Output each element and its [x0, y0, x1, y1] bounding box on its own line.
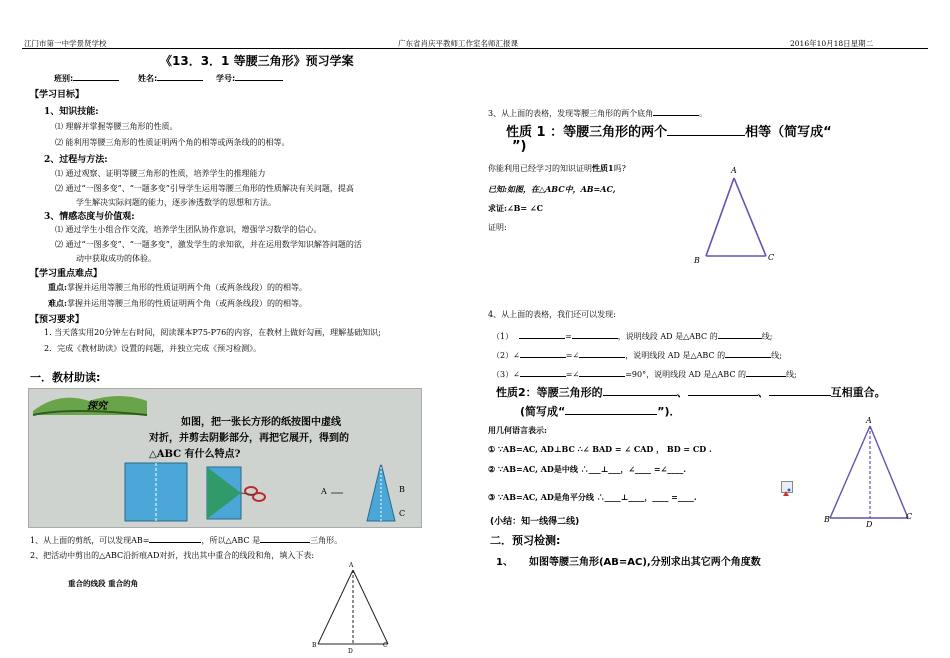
- prop2-part-b: 互相重合。: [830, 386, 886, 399]
- prop2-sep-1: 、: [676, 386, 688, 399]
- ask-text: 你能利用已经学习的知识证明: [488, 164, 592, 173]
- known: 已知:如图，在△ABC中，AB=AC,: [488, 184, 616, 194]
- emotion-heading: 3、情感态度与价值观:: [44, 212, 135, 222]
- hard-point: [48, 298, 307, 309]
- figure-label-a: A: [321, 487, 327, 496]
- proof: 证明:: [488, 223, 507, 232]
- process-2a: ⑵ 通过“一图多变”、“一题多变”引导学生运用等腰三角形的性质解决有关问题，提高: [55, 184, 354, 193]
- focus-heading: 【学习重点难点】: [30, 269, 103, 279]
- key-text: 掌握并运用等腰三角形的性质证明两个角（或两条线段）的的相等。: [66, 283, 307, 292]
- prop1-blank[interactable]: [667, 122, 745, 136]
- prop2-blank-2[interactable]: [688, 384, 758, 396]
- fill-line-1: [492, 329, 772, 342]
- l1-blank-3[interactable]: [718, 329, 762, 339]
- figure-text-3: △ABC 有什么特点?: [149, 449, 241, 460]
- geometry-1: ① ∵AB=AC, AD⊥BC ∴∠ BAD = ∠ CAD ， BD = CD .: [488, 444, 712, 454]
- image-placeholder-icon: [781, 481, 793, 493]
- ask-end: 吗?: [613, 164, 626, 173]
- l2-part-d: 线;: [771, 351, 782, 360]
- l2-blank-3[interactable]: [725, 348, 771, 358]
- question-2: 2、把活动中剪出的△ABC沿折痕AD对折，找出其中重合的线段和角，填入下表:: [30, 551, 315, 560]
- ex1-text: 如图等腰三角形(AB=AC),分别求出其它两个角度数: [528, 557, 761, 568]
- fig-label-b: B: [694, 256, 700, 265]
- q1-blank-2[interactable]: [260, 533, 310, 543]
- l1-part-c: ，说明线段 AD 是△ABC 的: [617, 332, 718, 341]
- l3-blank-1[interactable]: [520, 367, 566, 377]
- l3-blank-2[interactable]: [579, 367, 625, 377]
- q1-part-c: 三角形。: [310, 536, 343, 545]
- fig2-label-d: D: [866, 520, 873, 529]
- fig-label-a: A: [731, 166, 737, 175]
- ex1-number: 1、: [496, 557, 513, 568]
- l3-blank-3[interactable]: [746, 367, 786, 377]
- fill-line-3: [492, 367, 797, 380]
- id-blank[interactable]: [235, 71, 283, 81]
- figure-label-b: B: [399, 485, 405, 494]
- knowledge-heading: 1、知识技能:: [44, 107, 99, 117]
- triangle-label-a: A: [349, 562, 354, 569]
- figure-text-1: 如图，把一张长方形的纸按图中虚线: [181, 417, 341, 428]
- prop2-blank-1[interactable]: [603, 384, 677, 396]
- knowledge-1: ⑴ 理解并掌握等腰三角形的性质。: [55, 122, 178, 131]
- l2-part-b: =∠: [565, 351, 580, 360]
- summary: (小结：知一线得二线): [490, 517, 580, 527]
- triangle-abcd-figure: [308, 566, 398, 654]
- require-heading: 【预习要求】: [30, 315, 85, 325]
- q3-blank[interactable]: [653, 106, 699, 116]
- prove: 求证:∠B= ∠C: [488, 203, 543, 213]
- triangle-label-c: C: [383, 642, 388, 649]
- emotion-2b: 动中获取成功的体验。: [76, 254, 156, 263]
- id-label: 学号:: [216, 74, 236, 83]
- q1-part-b: ，所以△ABC 是: [201, 536, 261, 545]
- hard-label: 难点:: [48, 298, 67, 308]
- fig2-label-a: A: [866, 416, 872, 425]
- prop1-part-a: 性质 1 ：等腰三角形的两个: [506, 125, 668, 140]
- geometry-2: ② ∵AB=AC, AD是中线 ∴___⊥___，∠____ =∠____.: [488, 464, 687, 474]
- l2-blank-1[interactable]: [520, 348, 566, 358]
- section1-heading: 一．教材助读:: [30, 371, 101, 384]
- hard-text: 掌握并运用等腰三角形的性质证明两个角（或两条线段）的的相等。: [66, 299, 307, 308]
- property-2: [496, 384, 886, 400]
- l2-blank-2[interactable]: [579, 348, 625, 358]
- paper-cutting-illustration: [29, 389, 421, 527]
- banner-text: 探究: [87, 401, 107, 412]
- triangle-label-b: B: [312, 642, 317, 649]
- process-2b: 学生解决实际问题的能力，逐步渗透数学的思想和方法。: [76, 198, 276, 207]
- prop1-part-b: 相等（简写成“: [745, 125, 832, 140]
- fig-label-c: C: [768, 253, 775, 262]
- question-1: [30, 533, 342, 546]
- textbook-figure: [28, 388, 422, 528]
- header-left: 江门市第一中学景贤学校: [24, 39, 107, 48]
- triangle-abc-figure: [698, 172, 778, 262]
- triangle-label-d: D: [348, 648, 353, 655]
- property-1: [506, 121, 832, 140]
- class-blank[interactable]: [73, 71, 119, 81]
- emotion-2a: ⑵ 通过“一图多变”、“一题多变”，激发学生的求知欲，并在运用数学知识解答问题的活: [55, 240, 362, 249]
- q1-blank-1[interactable]: [149, 533, 201, 543]
- l1-blank-1[interactable]: [519, 329, 565, 339]
- q3-text: 3、从上面的表格，发现等腰三角形的两个底角: [488, 109, 654, 118]
- l1-part-d: 线;: [761, 332, 773, 341]
- prop2-blank-3[interactable]: [769, 384, 831, 396]
- fig2-label-c: C: [906, 512, 913, 521]
- q3-end: 。: [699, 109, 708, 118]
- goals-heading: 【学习目标】: [30, 90, 85, 100]
- page-title: 《13．3．1 等腰三角形》预习学案: [160, 54, 354, 68]
- process-heading: 2、过程与方法:: [44, 155, 108, 165]
- header-right: 2016年10月18日星期二: [790, 39, 874, 48]
- fig2-label-b: B: [824, 515, 830, 524]
- l1-part-a: （1）: [492, 332, 514, 341]
- header-center: 广东省肖庆平教师工作室名师汇报课: [398, 39, 518, 48]
- q1-part-a: 1、从上面的剪纸，可以发现AB=: [30, 536, 150, 545]
- figure-text-2: 对折，并剪去阴影部分，再把它展开，得到的: [149, 433, 349, 444]
- property-1-end: ”): [512, 139, 527, 154]
- question-4: 4、从上面的表格，我们还可以发现:: [488, 310, 616, 319]
- section2-heading: 二．预习检测:: [490, 534, 561, 547]
- knowledge-2: ⑵ 能利用等腰三角形的性质证明两个角的相等或两条线的的相等。: [55, 138, 290, 147]
- ask-proof: [488, 163, 626, 174]
- key-point: [48, 282, 307, 293]
- prop2-part-a: 性质2：等腰三角形的: [496, 386, 603, 399]
- l1-blank-2[interactable]: [572, 329, 618, 339]
- table-label: 重合的线段 重合的角: [68, 579, 139, 588]
- require-1: 1. 当天落实用20分钟左右时间，阅读课本P75-P76的内容，在教材上做好勾画，理解基础知识;: [44, 328, 381, 337]
- prop2-part-d: ”)．: [657, 405, 681, 418]
- emotion-1: ⑴ 通过学生小组合作交流，培养学生团队协作意识，增强学习数学的信心。: [55, 225, 322, 234]
- l3-part-c: =90°，说明线段 AD 是△ABC 的: [625, 370, 746, 379]
- property-2-short: [520, 403, 681, 419]
- ask-bold: 性质1: [592, 163, 614, 173]
- name-blank[interactable]: [157, 71, 203, 81]
- l3-part-b: =∠: [565, 370, 580, 379]
- name-label: 姓名:: [138, 74, 158, 83]
- class-label: 班别:: [54, 74, 74, 83]
- l2-part-c: ，说明线段 AD 是△ABC 的: [625, 351, 726, 360]
- figure-label-c: C: [399, 509, 406, 518]
- question-3: [488, 106, 707, 119]
- triangle-abcd-figure-2: [822, 422, 914, 524]
- l1-part-b: =: [565, 332, 572, 341]
- prop2-blank-4[interactable]: [565, 403, 657, 415]
- prop2-part-c: (简写成“: [520, 405, 566, 418]
- exercise-1: [496, 553, 761, 568]
- student-info: [54, 71, 283, 84]
- geometry-heading: 用几何语言表示:: [488, 425, 547, 435]
- key-label: 重点:: [48, 282, 67, 292]
- prop2-sep-2: 、: [757, 386, 769, 399]
- l2-part-a: （2）∠: [492, 351, 520, 360]
- l3-part-d: 线;: [785, 370, 797, 379]
- l3-part-a: （3）∠: [492, 370, 520, 379]
- require-2: 2．完成《教材助读》设置的问题，并独立完成《预习检测》。: [44, 344, 262, 353]
- header-rule: [22, 48, 928, 49]
- geometry-3: ③ ∵AB=AC, AD是角平分线 ∴____⊥____，____ =____.: [488, 492, 697, 502]
- fill-line-2: [492, 348, 782, 361]
- process-1: ⑴ 通过观察、证明等腰三角形的性质，培养学生的推理能力: [55, 169, 266, 178]
